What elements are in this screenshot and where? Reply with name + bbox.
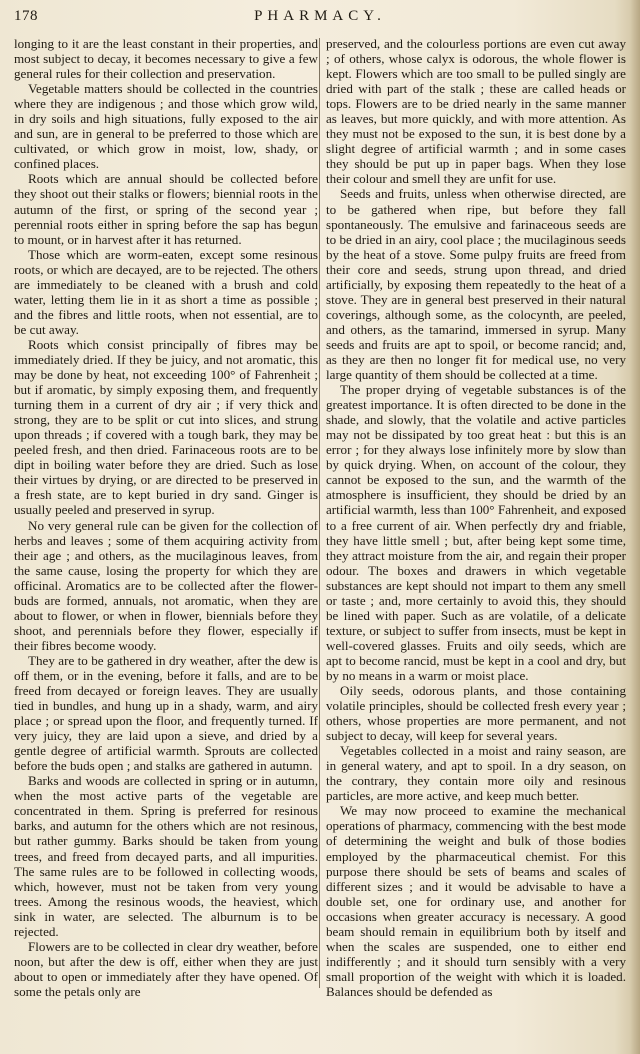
paragraph: Roots which are annual should be collected before they shoot out their stalks or flowers; biennial roots in the autumn of the first, or spring of the second year ; perennial roots either in spring before the sap has begun to mount, or in harvest after it has returned.: [14, 171, 318, 247]
paragraph: Those which are worm-eaten, except some resinous roots, or which are decayed, are to be rejected. The others are immediately to be cleaned with a brush and cold water, letting them lie in it as short a time as possible ; and the fibres and little roots, when not essential, are to be cut away.: [14, 246, 318, 337]
paragraph: They are to be gathered in dry weather, after the dew is off them, or in the evening, before it falls, and are to be freed from decayed or foreign leaves. They are usually tied in bundles, and hung up in a shady, warm, and airy place ; or spread upon the floor, and frequently turned. If very juicy, they are laid upon a sieve, and dried by a gentle degree of artificial warmth. Sprouts are collected before the buds open ; and stalks are gathered in autumn.: [14, 652, 318, 774]
paragraph: Vegetable matters should be collected in the countries where they are indigenous ; and those which grow wild, in dry soils and high situations, fully exposed to the air and sun, are in general to be preferred to those which are cultivated, or which grow in moist, low, shady, or confined places.: [14, 81, 318, 172]
page-header: [14, 8, 626, 30]
paragraph: We may now proceed to examine the mechanical operations of pharmacy, commencing with the best mode of determining the weight and bulk of those bodies employed by the pharmaceutical chemist. For this purpose there should be sets of beams and scales of different sizes ; and it would be advisable to have a double set, one for ordinary use, and another for occasions when greater accuracy is necessary. A good beam should remain in equilibrium both by itself and when the scales are suspended, one to either end indifferently ; and it should turn sensibly with a very small proportion of the weight with which it is loaded. Balances should be defended as: [326, 803, 626, 999]
paragraph: Roots which consist principally of fibres may be immediately dried. If they be juicy, and not aromatic, this may be done by heat, not exceeding 100° of Fahrenheit ; but if aromatic, by simply exposing them, and frequently turning them in a current of dry air ; if very thick and strong, they are to be split or cut into slices, and strung upon threads ; if covered with a tough bark, they may be peeled fresh, and then dried. Farinaceous roots are to be dipt in boiling water before they are dried. Such as lose their virtues by drying, or are directed to be preserved in a fresh state, are to kept buried in dry sand. Ginger is usually peeled and preserved in syrup.: [14, 336, 318, 518]
page-edge-shadow: [630, 0, 640, 1054]
paragraph: The proper drying of vegetable substances is of the greatest importance. It is often directed to be done in the shade, and slowly, that the volatile and active particles may not be dissipated by too great heat : but this is an error ; for they always lose infinitely more by slow than by quick drying. When, on account of the colour, they cannot be exposed to the sun, and the warmth of the atmosphere is insufficient, they should be dried by an artificial warmth, less than 100° Fahrenheit, and exposed to a free current of air. When perfectly dry and friable, they have little smell ; but, after being kept some time, they attract moisture from the air, and regain their proper odour. The boxes and drawers in which vegetable substances are kept should not impart to them any smell or taste ; and, more certainly to avoid this, they should be lined with paper. Such as are volatile, of a delicate texture, or subject to suffer from insects, must be kept in well-covered glasses. Fruits and oily seeds, which are apt to become rancid, must be kept in a cool and dry, but by no means in a warm or moist place.: [326, 382, 626, 683]
left-column: [14, 36, 318, 999]
running-title: PHARMACY.: [254, 8, 386, 24]
paragraph: longing to it are the least constant in their properties, and most subject to decay, it becomes necessary to give a few general rules for their collection and preservation.: [14, 36, 318, 82]
right-column: [326, 36, 626, 999]
paragraph: No very general rule can be given for the collection of herbs and leaves ; some of them acquiring activity from their age ; and others, as the mucilaginous leaves, from the same cause, losing the property for which they are officinal. Aromatics are to be collected after the flower-buds are formed, annuals, not aromatic, when they are about to flower, or when in flower, biennials before they shoot, and perennials before they flower, especially if their fibres become woody.: [14, 517, 318, 653]
column-divider: [319, 38, 320, 988]
paragraph: Barks and woods are collected in spring or in autumn, when the most active parts of the vegetable are concentrated in them. Spring is preferred for resinous barks, and autumn for the others which are not resinous, but rather gummy. Barks should be taken from young trees, and freed from decayed parts, and all impurities. The same rules are to be followed in collecting woods, which, however, must not be taken from very young trees. Among the resinous woods, the heaviest, which sink in water, are selected. The alburnum is to be rejected.: [14, 773, 318, 939]
paragraph: Seeds and fruits, unless when otherwise directed, are to be gathered when ripe, but before they fall spontaneously. The emulsive and farinaceous seeds are to be dried in an airy, cool place ; the mucilaginous seeds by the heat of a stove. Some pulpy fruits are freed from their core and seeds, strung upon thread, and dried artificially, by exposing them repeatedly to the heat of a stove. They are in general best preserved in their natural coverings, although some, as the colocynth, are peeled, and others, as the tamarind, immersed in syrup. Many seeds and fruits are apt to spoil, or become rancid; and, as they are then no longer fit for medical use, no very large quantity of them should be collected at a time.: [326, 186, 626, 383]
paragraph: preserved, and the colourless portions are even cut away ; of others, whose calyx is odorous, the whole flower is kept. Flowers which are too small to be pulled singly are dried with part of the stalk ; these are called heads or tops. Flowers are to be dried nearly in the same manner as leaves, but more quickly, and with more attention. As they must not be exposed to the sun, it is best done by a slight degree of artificial warmth ; and in some cases they should be put up in paper bags. When they lose their colour and smell they are unfit for use.: [326, 36, 626, 187]
paragraph: Oily seeds, odorous plants, and those containing volatile principles, should be collected fresh every year ; others, whose properties are more permanent, and not subject to decay, will keep for several years.: [326, 683, 626, 744]
paragraph: Flowers are to be collected in clear dry weather, before noon, but after the dew is off, either when they are just about to open or immediately after they have opened. Of some the petals only are: [14, 938, 318, 999]
page-number: 178: [14, 8, 38, 24]
paragraph: Vegetables collected in a moist and rainy season, are in general watery, and apt to spoil. In a dry season, on the contrary, they contain more oily and resinous particles, are more active, and keep much better.: [326, 743, 626, 804]
